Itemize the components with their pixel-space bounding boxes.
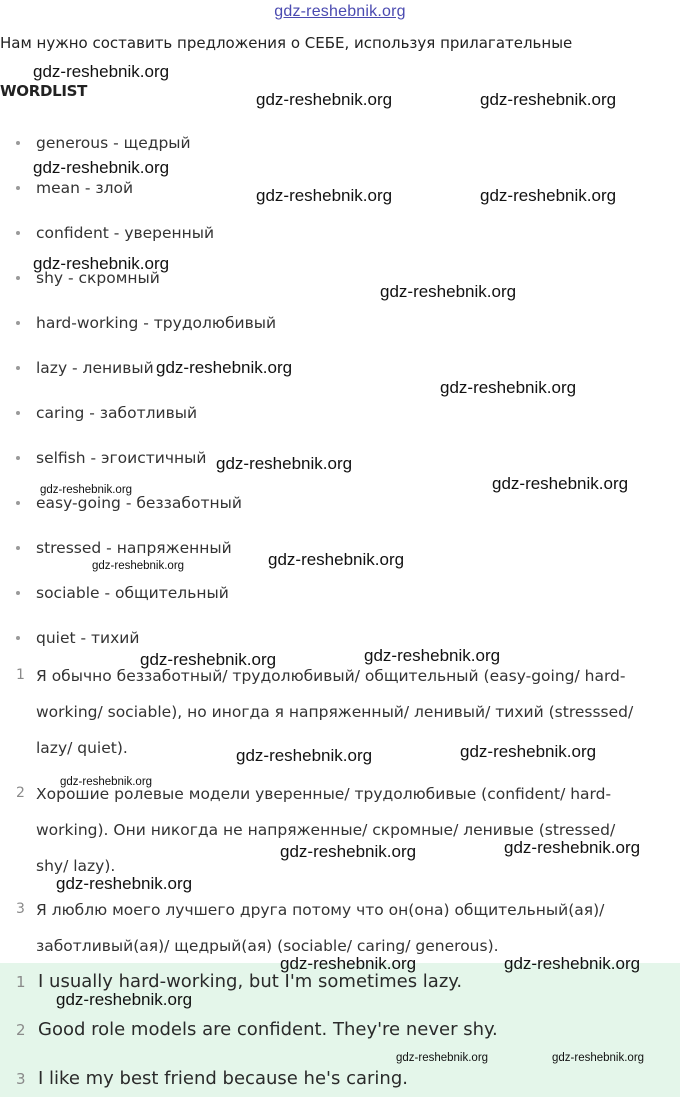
answer-number: 3	[16, 1070, 26, 1088]
watermark: gdz-reshebnik.org	[480, 186, 617, 205]
watermark: gdz-reshebnik.org	[460, 742, 597, 761]
wordlist-heading: WORDLIST	[0, 82, 88, 100]
watermark: gdz-reshebnik.org	[140, 650, 277, 669]
watermark: gdz-reshebnik.org	[552, 1052, 645, 1064]
task-line: lazy/ quiet).	[36, 739, 128, 757]
watermark: gdz-reshebnik.org	[492, 474, 629, 493]
task-number: 2	[16, 785, 25, 801]
intro-text: Нам нужно составить предложения о СЕБЕ, используя прилагательные	[0, 34, 573, 52]
task-line: Хорошие ролевые модели уверенные/ трудолюбивые (confident/ hard-	[36, 785, 612, 803]
watermark: gdz-reshebnik.org	[256, 90, 393, 109]
answer-text: Good role models are confident. They're never shy.	[38, 1019, 498, 1040]
answer-text: I like my best friend because he's caring.	[38, 1068, 408, 1089]
watermark: gdz-reshebnik.org	[364, 646, 501, 665]
watermark: gdz-reshebnik.org	[33, 158, 170, 177]
task-line: Я люблю моего лучшего друга потому что он(она) общительный(ая)/	[36, 901, 605, 919]
task-line: working). Они никогда не напряженные/ скромные/ ленивые (stressed/	[36, 821, 616, 839]
watermark: gdz-reshebnik.org	[504, 838, 641, 857]
bullet-icon	[16, 591, 20, 595]
watermark: gdz-reshebnik.org	[440, 378, 577, 397]
watermark: gdz-reshebnik.org	[480, 90, 617, 109]
watermark: gdz-reshebnik.org	[40, 484, 133, 496]
watermark: gdz-reshebnik.org	[280, 954, 417, 973]
watermark: gdz-reshebnik.org	[256, 186, 393, 205]
bullet-icon	[16, 321, 20, 325]
watermark: gdz-reshebnik.org	[268, 550, 405, 569]
watermark: gdz-reshebnik.org	[33, 254, 170, 273]
bullet-icon	[16, 456, 20, 460]
watermark: gdz-reshebnik.org	[216, 454, 353, 473]
bullet-icon	[16, 141, 20, 145]
watermark: gdz-reshebnik.org	[280, 842, 417, 861]
watermark: gdz-reshebnik.org	[504, 954, 641, 973]
answer-text: I usually hard-working, but I'm sometimes lazy.	[38, 971, 463, 992]
watermark: gdz-reshebnik.org	[33, 62, 170, 81]
bullet-icon	[16, 546, 20, 550]
task-line: shy/ lazy).	[36, 857, 116, 875]
task-line: заботливый(ая)/ щедрый(ая) (sociable/ caring/ generous).	[36, 937, 499, 955]
task-line: working/ sociable), но иногда я напряженный/ ленивый/ тихий (stresssed/	[36, 703, 634, 721]
bullet-icon	[16, 366, 20, 370]
watermark: gdz-reshebnik.org	[396, 1052, 489, 1064]
bullet-icon	[16, 501, 20, 505]
watermark: gdz-reshebnik.org	[156, 358, 293, 377]
watermark: gdz-reshebnik.org	[92, 560, 185, 572]
task-number: 3	[16, 901, 25, 917]
bullet-icon	[16, 231, 20, 235]
answers-panel	[0, 963, 680, 1097]
watermark: gdz-reshebnik.org	[60, 776, 153, 788]
watermark: gdz-reshebnik.org	[56, 874, 193, 893]
site-link[interactable]: gdz-reshebnik.org	[274, 3, 406, 20]
bullet-icon	[16, 186, 20, 190]
watermark: gdz-reshebnik.org	[380, 282, 517, 301]
answer-number: 2	[16, 1021, 26, 1039]
bullet-icon	[16, 411, 20, 415]
bullet-icon	[16, 276, 20, 280]
answer-number: 1	[16, 973, 26, 991]
watermark: gdz-reshebnik.org	[56, 990, 193, 1009]
bullet-icon	[16, 636, 20, 640]
task-line: Я обычно беззаботный/ трудолюбивый/ общительный (easy-going/ hard-	[36, 667, 626, 685]
watermark: gdz-reshebnik.org	[236, 746, 373, 765]
task-number: 1	[16, 667, 25, 683]
